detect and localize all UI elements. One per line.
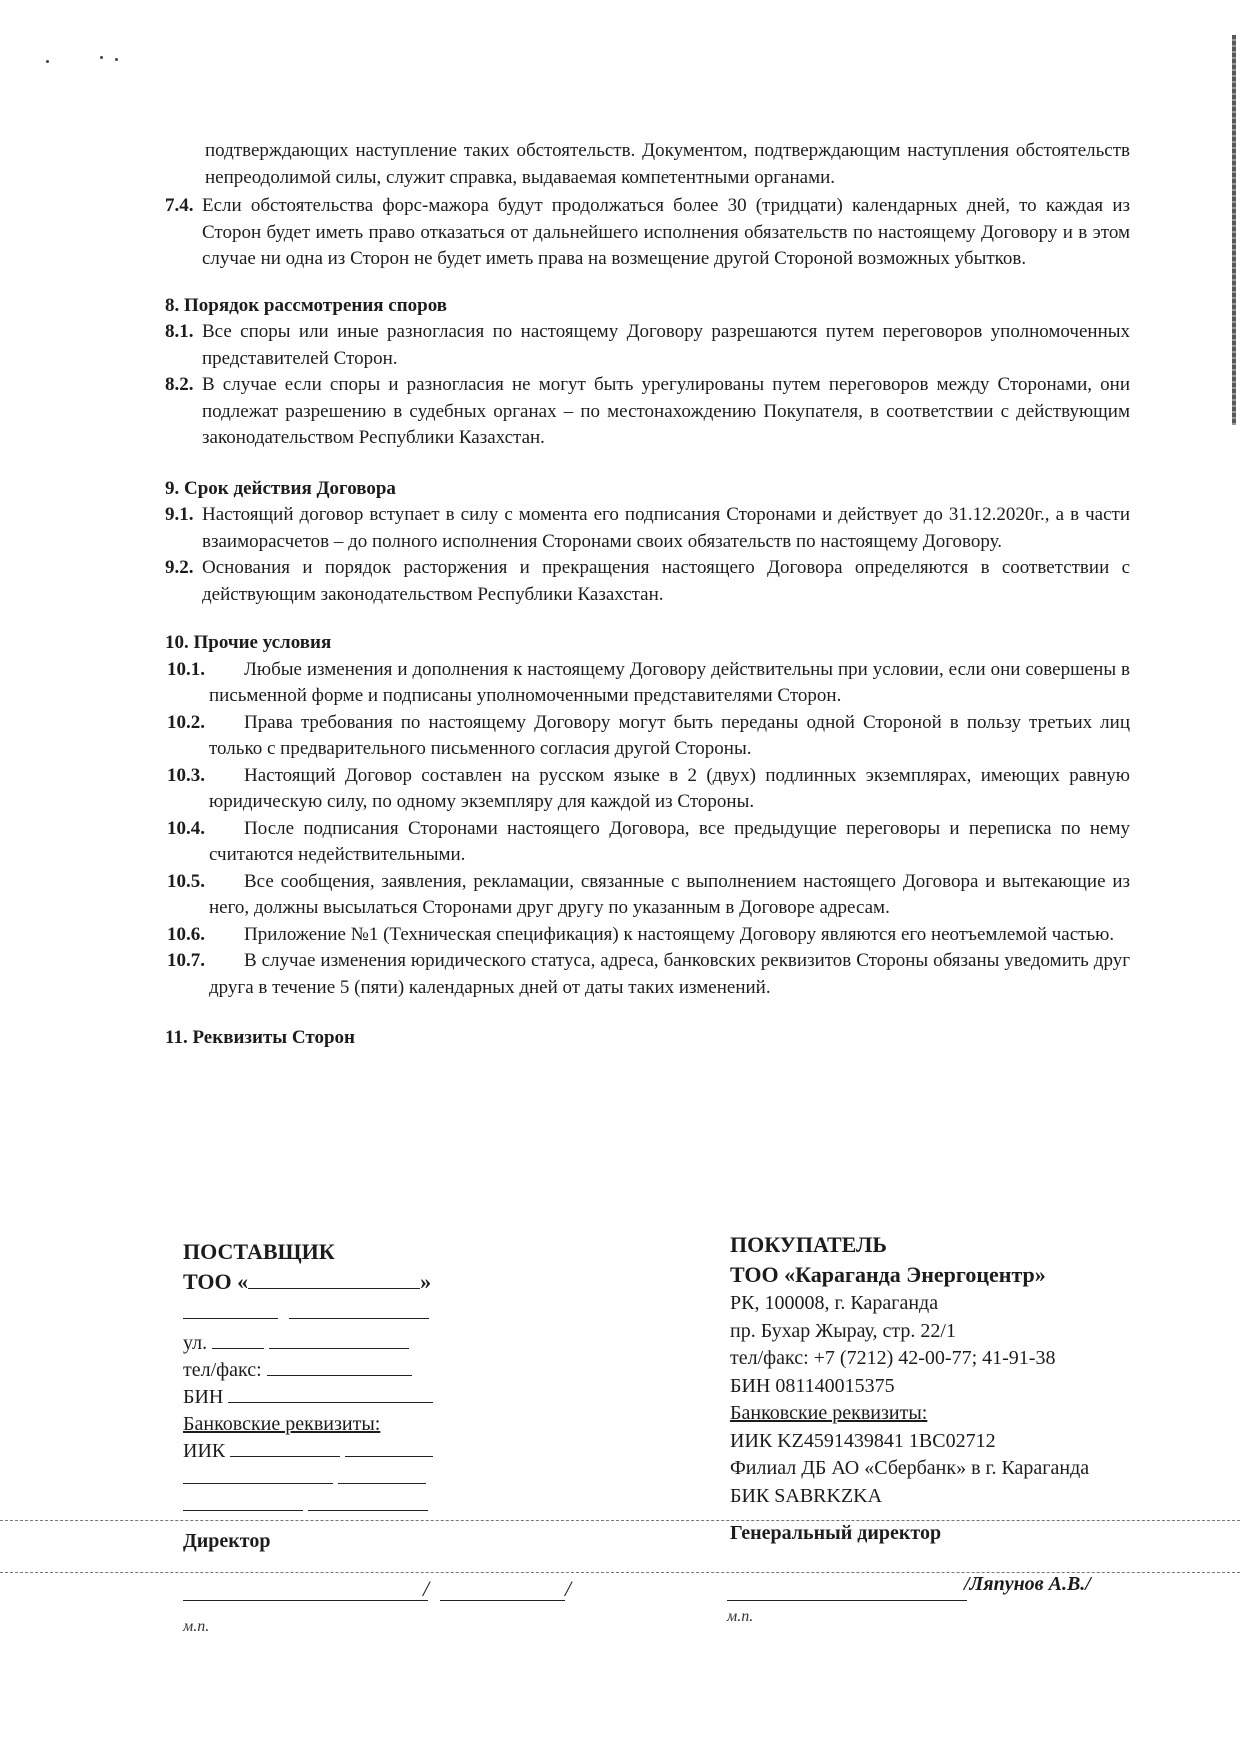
buyer-heading: ПОКУПАТЕЛЬ — [730, 1232, 887, 1257]
supplier-street-label: ул. — [183, 1332, 208, 1354]
supplier-company-suffix: » — [420, 1269, 432, 1294]
clause-number: 9.1. — [165, 504, 194, 525]
buyer-iik: ИИК KZ4591439841 1BC02712 — [730, 1429, 996, 1452]
buyer-bik: БИК SABRKZKA — [730, 1484, 883, 1507]
scan-edge-mark — [1232, 35, 1236, 425]
clause-text: Настоящий Договор составлен на русском языке в 2 (двух) подлинных экземплярах, имеющих равную юридическую силу, по одному экземпляру для каждой из Стороны. — [209, 764, 1130, 812]
scan-speck — [46, 60, 49, 63]
scan-speck — [100, 56, 103, 59]
supplier-company-prefix: ТОО « — [183, 1269, 249, 1294]
clause-text: В случае если споры и разногласия не могут быть урегулированы путем переговоров между Сторонами, они подлежат разрешению в судебных органах – по местонахождению Покупателя, в соответствии с действующим законодательством Республики Казахстан. — [202, 374, 1130, 448]
buyer-signer-name: /Ляпунов А.В./ — [964, 1573, 1091, 1595]
supplier-blank-field[interactable] — [289, 1306, 429, 1319]
clause-number: 10.7. — [167, 950, 205, 971]
supplier-bank-row — [183, 1411, 503, 1438]
section-8-title: 8. Порядок рассмотрения споров — [165, 294, 448, 316]
buyer-branch: Филиал ДБ АО «Сбербанк» в г. Караганда — [730, 1457, 1090, 1479]
supplier-phone-label: тел/факс: — [183, 1359, 262, 1381]
supplier-bin-label: БИН — [183, 1386, 224, 1408]
clause-text: Приложение №1 (Техническая спецификация) к настоящему Договору являются его неотъемлемой частью. — [244, 923, 1115, 945]
supplier-street-row — [183, 1330, 503, 1357]
signature-slash: / — [423, 1576, 430, 1601]
supplier-company-row — [183, 1268, 503, 1300]
supplier-signatory: Директор — [183, 1530, 271, 1552]
supplier-street-field-2[interactable] — [269, 1330, 409, 1349]
clause-10-5 — [165, 869, 1130, 922]
clause-number: 8.2. — [165, 374, 194, 395]
supplier-extra-row — [183, 1465, 503, 1492]
clause-10-2 — [165, 710, 1130, 763]
supplier-bank-label: Банковские реквизиты: — [183, 1413, 381, 1435]
buyer-signatory: Генеральный директор — [730, 1522, 942, 1544]
supplier-phone-row — [183, 1357, 503, 1384]
supplier-iik-row — [183, 1438, 503, 1465]
continuation-text: подтверждающих наступление таких обстоятельств. Документом, подтверждающим наступления обстоятельств непреодолимой силы, служит справка, выдаваемая компетентными органами. — [205, 140, 1130, 188]
clause-number: 10.3. — [167, 764, 205, 786]
supplier-blank-row — [183, 1300, 503, 1322]
clause-text: В случае изменения юридического статуса, адреса, банковских реквизитов Стороны обязаны уведомить друг друга в течение 5 (пяти) календарных дней от даты таких изменений. — [209, 950, 1130, 998]
buyer-bin: БИН 081140015375 — [730, 1374, 895, 1397]
supplier-bin-row — [183, 1384, 503, 1411]
buyer-address-1: РК, 100008, г. Караганда — [730, 1292, 939, 1314]
clause-text: Все споры или иные разногласия по настоящему Договору разрешаются путем переговоров уполномоченных представителей Сторон. — [202, 321, 1130, 369]
section-9-title: 9. Срок действия Договора — [165, 477, 396, 499]
clause-text: Настоящий договор вступает в силу с момента его подписания Сторонами и действует до 31.12.2020г., а в части взаиморасчетов – до полного исполнения Сторонами своих обязательств по настоящему Договору. — [202, 504, 1130, 552]
clause-number: 8.1. — [165, 321, 194, 342]
supplier-iik-label: ИИК — [183, 1440, 226, 1462]
signature-slash: / — [565, 1576, 572, 1601]
clause-text: После подписания Сторонами настоящего Договора, все предыдущие переговоры и переписка по нему считаются недействительными. — [209, 817, 1130, 865]
clause-text: Если обстоятельства форс-мажора будут продолжаться более 30 (тридцати) календарных дней, то каждая из Сторон будет иметь право отказаться от дальнейшего исполнения обязательств по настоящему Договору и в этом случае ни одна из Сторон не будет иметь права на возмещение другой Стороной возможных убытков. — [202, 195, 1130, 269]
clause-number: 10.6. — [167, 923, 205, 945]
clause-10-1 — [165, 657, 1130, 710]
clause-number: 10.1. — [167, 658, 205, 680]
section-10-title: 10. Прочие условия — [165, 632, 332, 653]
clause-9-2 — [165, 555, 1130, 608]
buyer-company: ТОО «Караганда Энергоцентр» — [730, 1262, 1046, 1287]
supplier-extra-field-2[interactable] — [308, 1492, 428, 1511]
fold-line — [0, 1520, 1240, 1521]
clause-number: 10.5. — [167, 870, 205, 892]
buyer-block — [730, 1230, 1160, 1510]
supplier-signature-line[interactable] — [183, 1600, 428, 1601]
clause-9-1 — [165, 502, 1130, 555]
buyer-address-2: пр. Бухар Жырау, стр. 22/1 — [730, 1319, 956, 1342]
clause-text: Основания и порядок расторжения и прекращения настоящего Договора определяются в соответствии с действующим законодательством Республики Казахстан. — [202, 557, 1130, 605]
supplier-extra-row — [183, 1492, 503, 1519]
supplier-street-field[interactable] — [212, 1330, 264, 1349]
clause-number: 10.2. — [167, 711, 205, 733]
contract-text — [165, 138, 1130, 1052]
buyer-phone: тел/факс: +7 (7212) 42-00-77; 41-91-38 — [730, 1347, 1056, 1369]
clause-10-4 — [165, 816, 1130, 869]
supplier-phone-field[interactable] — [267, 1357, 412, 1376]
clause-10-3 — [165, 763, 1130, 816]
supplier-extra-field[interactable] — [183, 1492, 303, 1511]
buyer-signature-line[interactable] — [727, 1600, 967, 1601]
supplier-extra-field-2[interactable] — [338, 1465, 426, 1484]
supplier-iik-field[interactable] — [230, 1438, 340, 1457]
supplier-heading: ПОСТАВЩИК — [183, 1239, 335, 1264]
supplier-extra-field[interactable] — [183, 1465, 333, 1484]
supplier-stamp-place: м.п. — [183, 1618, 210, 1635]
supplier-blank-field[interactable] — [183, 1306, 278, 1319]
clause-7-4 — [165, 193, 1130, 273]
clause-10-7 — [165, 948, 1130, 1001]
clause-text: Все сообщения, заявления, рекламации, связанные с выполнением настоящего Договора и вытекающие из него, должны высылаться Сторонами друг другу по указанным в Договоре адресам. — [209, 870, 1130, 918]
supplier-company-field[interactable] — [248, 1270, 420, 1289]
paragraph-continuation — [165, 138, 1130, 191]
clause-number: 7.4. — [165, 195, 194, 216]
supplier-bin-field[interactable] — [228, 1384, 433, 1403]
clause-10-6 — [165, 922, 1130, 949]
clause-text: Права требования по настоящему Договору могут быть переданы одной Стороной в пользу третьих лиц только с предварительного письменного согласия другой Стороны. — [209, 711, 1130, 759]
supplier-iik-field-2[interactable] — [345, 1438, 433, 1457]
clause-number: 9.2. — [165, 557, 194, 578]
clause-8-1 — [165, 319, 1130, 372]
supplier-name-line[interactable] — [440, 1600, 565, 1601]
scan-speck — [115, 58, 118, 61]
buyer-bank-label: Банковские реквизиты: — [730, 1402, 928, 1424]
clause-8-2 — [165, 372, 1130, 452]
clause-number: 10.4. — [167, 817, 205, 839]
section-11-title: 11. Реквизиты Сторон — [165, 1027, 355, 1048]
buyer-stamp-place: м.п. — [727, 1608, 754, 1625]
clause-text: Любые изменения и дополнения к настоящему Договору действительны при условии, если они совершены в письменной форме и подписаны уполномоченными представителями Сторон. — [209, 658, 1130, 706]
supplier-block — [183, 1236, 503, 1519]
